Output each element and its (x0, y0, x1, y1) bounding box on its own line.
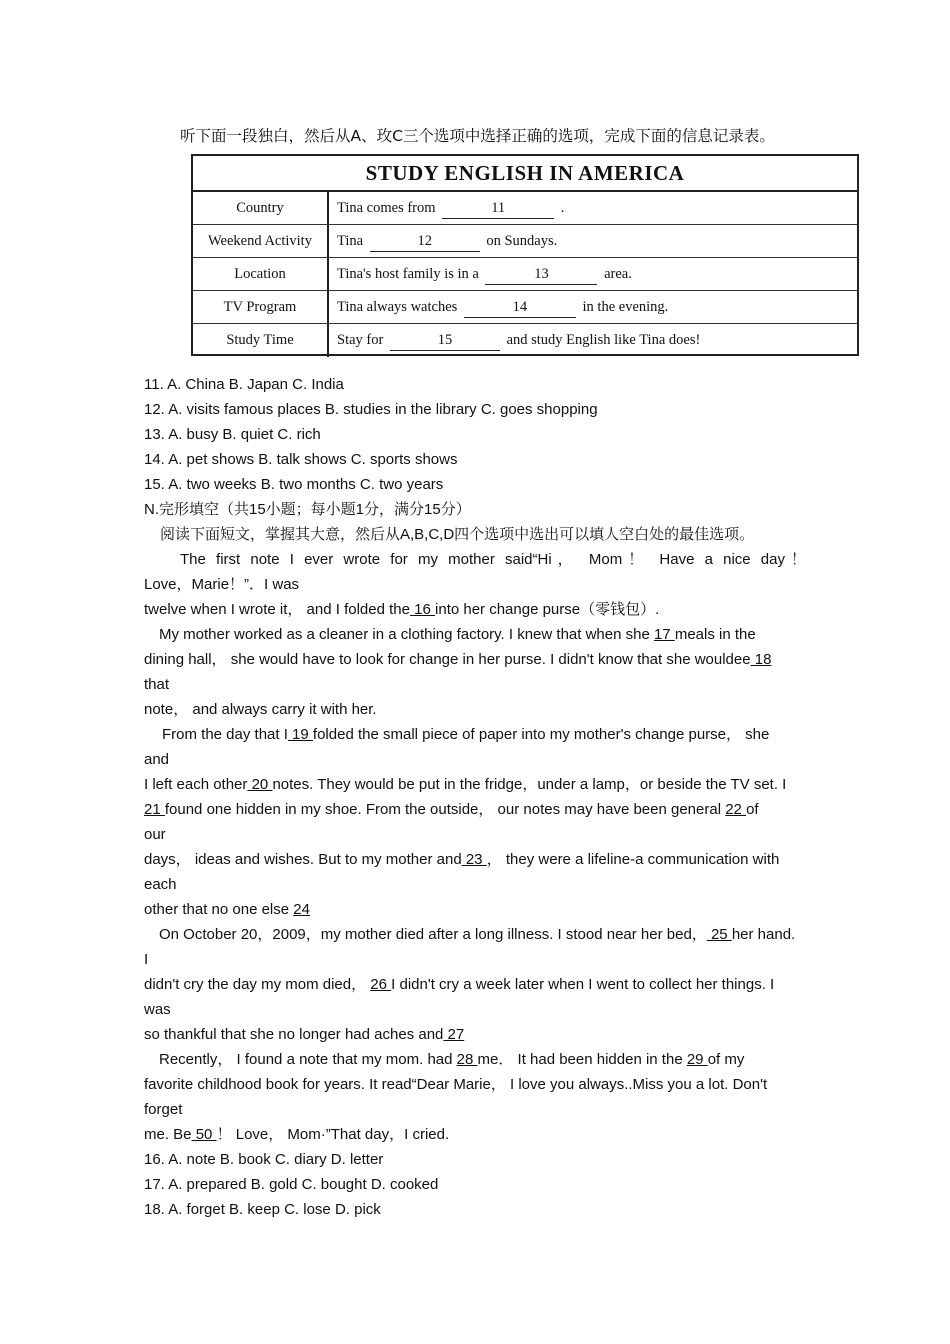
passage-text: me. Be (144, 1126, 192, 1143)
passage-text: didn't cry the day my mom died， (144, 976, 367, 993)
passage-line: and (144, 751, 170, 768)
option-line: 16. A. note B. book C. diary D. letter (144, 1151, 384, 1168)
option-line: 12. A. visits famous places B. studies in the library C. goes shopping (144, 401, 598, 418)
answer-blank: 14 (464, 297, 576, 318)
option-line: 15. A. two weeks B. two months C. two years (144, 476, 444, 493)
row-label: Location (193, 258, 329, 290)
row-label: TV Program (193, 291, 329, 323)
listening-instruction: 听下面一段独白，然后从A、玫C三个选项中选择正确的选项，完成下面的信息记录表。 (180, 127, 775, 145)
passage-text: folded the small piece of paper into my mother's change purse， she (312, 726, 770, 743)
row-text: Tina always watches (337, 299, 458, 315)
passage-text: On October 20，2009，my mother died after a long illness. I stood near her bed， (159, 926, 707, 943)
blank-23: 23 (461, 851, 487, 868)
passage-line: forget (144, 1101, 183, 1118)
passage-line: our (144, 826, 166, 843)
row-text: Tina comes from (337, 200, 436, 216)
passage-line: The first note I ever wrote for my mother said“Hi， Mom！ Have a nice day！ (180, 551, 806, 568)
row-content (329, 324, 857, 357)
blank-22: 22 (725, 801, 747, 818)
blank-24: 24 (293, 901, 310, 918)
row-text: Stay for (337, 332, 384, 348)
passage-line (144, 1122, 806, 1147)
passage-text: twelve when I wrote it， and I folded the (144, 601, 410, 618)
passage-line (144, 622, 806, 647)
passage-line (144, 797, 806, 822)
passage-text: other that no one else (144, 901, 290, 918)
blank-26: 26 (370, 976, 392, 993)
row-content (329, 192, 857, 224)
passage-line (144, 922, 806, 947)
passage-line: note， and always carry it with her. (144, 701, 377, 718)
passage-text: so thankful that she no longer had aches and (144, 1026, 444, 1043)
passage-text: days， ideas and wishes. But to my mother and (144, 851, 462, 868)
passage-text: Recently， I found a note that my mom. had (159, 1051, 453, 1068)
row-text: on Sundays. (486, 233, 558, 249)
passage-line: favorite childhood book for years. It read“Dear Marie， I love you always..Miss you a lot. Don't (144, 1076, 768, 1093)
table-row (193, 258, 857, 291)
question-body (144, 372, 806, 1222)
blank-16: 16 (409, 601, 436, 618)
blank-29: 29 (686, 1051, 708, 1068)
option-line: 11. A. China B. Japan C. India (144, 376, 344, 393)
passage-line (144, 597, 806, 622)
row-label: Study Time (193, 324, 329, 357)
blank-20: 20 (247, 776, 273, 793)
row-content (329, 291, 857, 323)
table-row (193, 192, 857, 225)
passage-line (144, 972, 806, 997)
passage-line: that (144, 676, 170, 693)
answer-blank: 11 (442, 198, 554, 219)
blank-18: 18 (750, 651, 772, 668)
passage-text: found one hidden in my shoe. From the outside， our notes may have been general (164, 801, 722, 818)
table-row (193, 324, 857, 357)
row-text: area. (604, 266, 632, 282)
passage-text: ， they were a lifeline-a communication with (486, 851, 780, 868)
passage-text: of (746, 801, 759, 818)
row-content (329, 258, 857, 290)
answer-blank: 13 (485, 264, 597, 285)
passage-line: each (144, 876, 177, 893)
passage-text: My mother worked as a cleaner in a clothing factory. I knew that when she (159, 626, 654, 643)
passage-text: ！ Love， Mom·”That day，I cried. (216, 1126, 450, 1143)
info-record-table (191, 154, 859, 356)
row-text: in the evening. (582, 299, 669, 315)
row-text: and study English like Tina does! (506, 332, 701, 348)
option-line: 13. A. busy B. quiet C. rich (144, 426, 321, 443)
passage-text: notes. They would be put in the fridge，under a lamp，or beside the TV set. I (272, 776, 787, 793)
passage-line (144, 722, 806, 747)
passage-line (144, 647, 806, 672)
passage-line: was (144, 1001, 171, 1018)
option-line: 18. A. forget B. keep C. lose D. pick (144, 1201, 381, 1218)
row-label: Country (193, 192, 329, 224)
blank-17: 17 (653, 626, 675, 643)
passage-line (144, 1047, 806, 1072)
passage-text: meals in the (674, 626, 756, 643)
passage-text: I didn't cry a week later when I went to collect her things. I (391, 976, 775, 993)
table-title: STUDY ENGLISH IN AMERICA (193, 156, 857, 192)
section-title: N.完形填空（共15小题；每小题1分，满分15分） (144, 501, 471, 518)
row-content (329, 225, 857, 257)
table-row (193, 291, 857, 324)
blank-28: 28 (456, 1051, 478, 1068)
option-line: 14. A. pet shows B. talk shows C. sports shows (144, 451, 458, 468)
answer-blank: 12 (370, 231, 480, 252)
table-row (193, 225, 857, 258)
option-line: 17. A. prepared B. gold C. bought D. cooked (144, 1176, 439, 1193)
row-text: Tina's host family is in a (337, 266, 479, 282)
passage-text: into her change purse（零钱包）. (435, 601, 660, 618)
blank-27: 27 (443, 1026, 465, 1043)
blank-21: 21 (144, 801, 165, 818)
passage-line (144, 897, 806, 922)
passage-line (144, 847, 806, 872)
passage-text: me． It had been hidden in the (477, 1051, 683, 1068)
passage-text: From the day that I (162, 726, 288, 743)
blank-25: 25 (706, 926, 732, 943)
row-label: Weekend Activity (193, 225, 329, 257)
blank-19: 19 (287, 726, 313, 743)
passage-text: her hand. (731, 926, 796, 943)
cloze-instruction: 阅读下面短文，掌握其大意，然后从A,B,C,D四个选项中选出可以填人空白处的最佳选项。 (160, 526, 755, 543)
passage-line (144, 772, 806, 797)
passage-text: dining hall， she would have to look for change in her purse. I didn't know that she wouldee (144, 651, 751, 668)
passage-text: of my (707, 1051, 745, 1068)
passage-line: I (144, 951, 149, 968)
passage-line (144, 1022, 806, 1047)
row-text: Tina (337, 233, 364, 249)
passage-text: I left each other (144, 776, 248, 793)
passage-line: Love，Marie！”．I was (144, 576, 300, 593)
answer-blank: 15 (390, 330, 500, 351)
row-text: . (560, 200, 565, 216)
blank-50: 50 (191, 1126, 217, 1143)
